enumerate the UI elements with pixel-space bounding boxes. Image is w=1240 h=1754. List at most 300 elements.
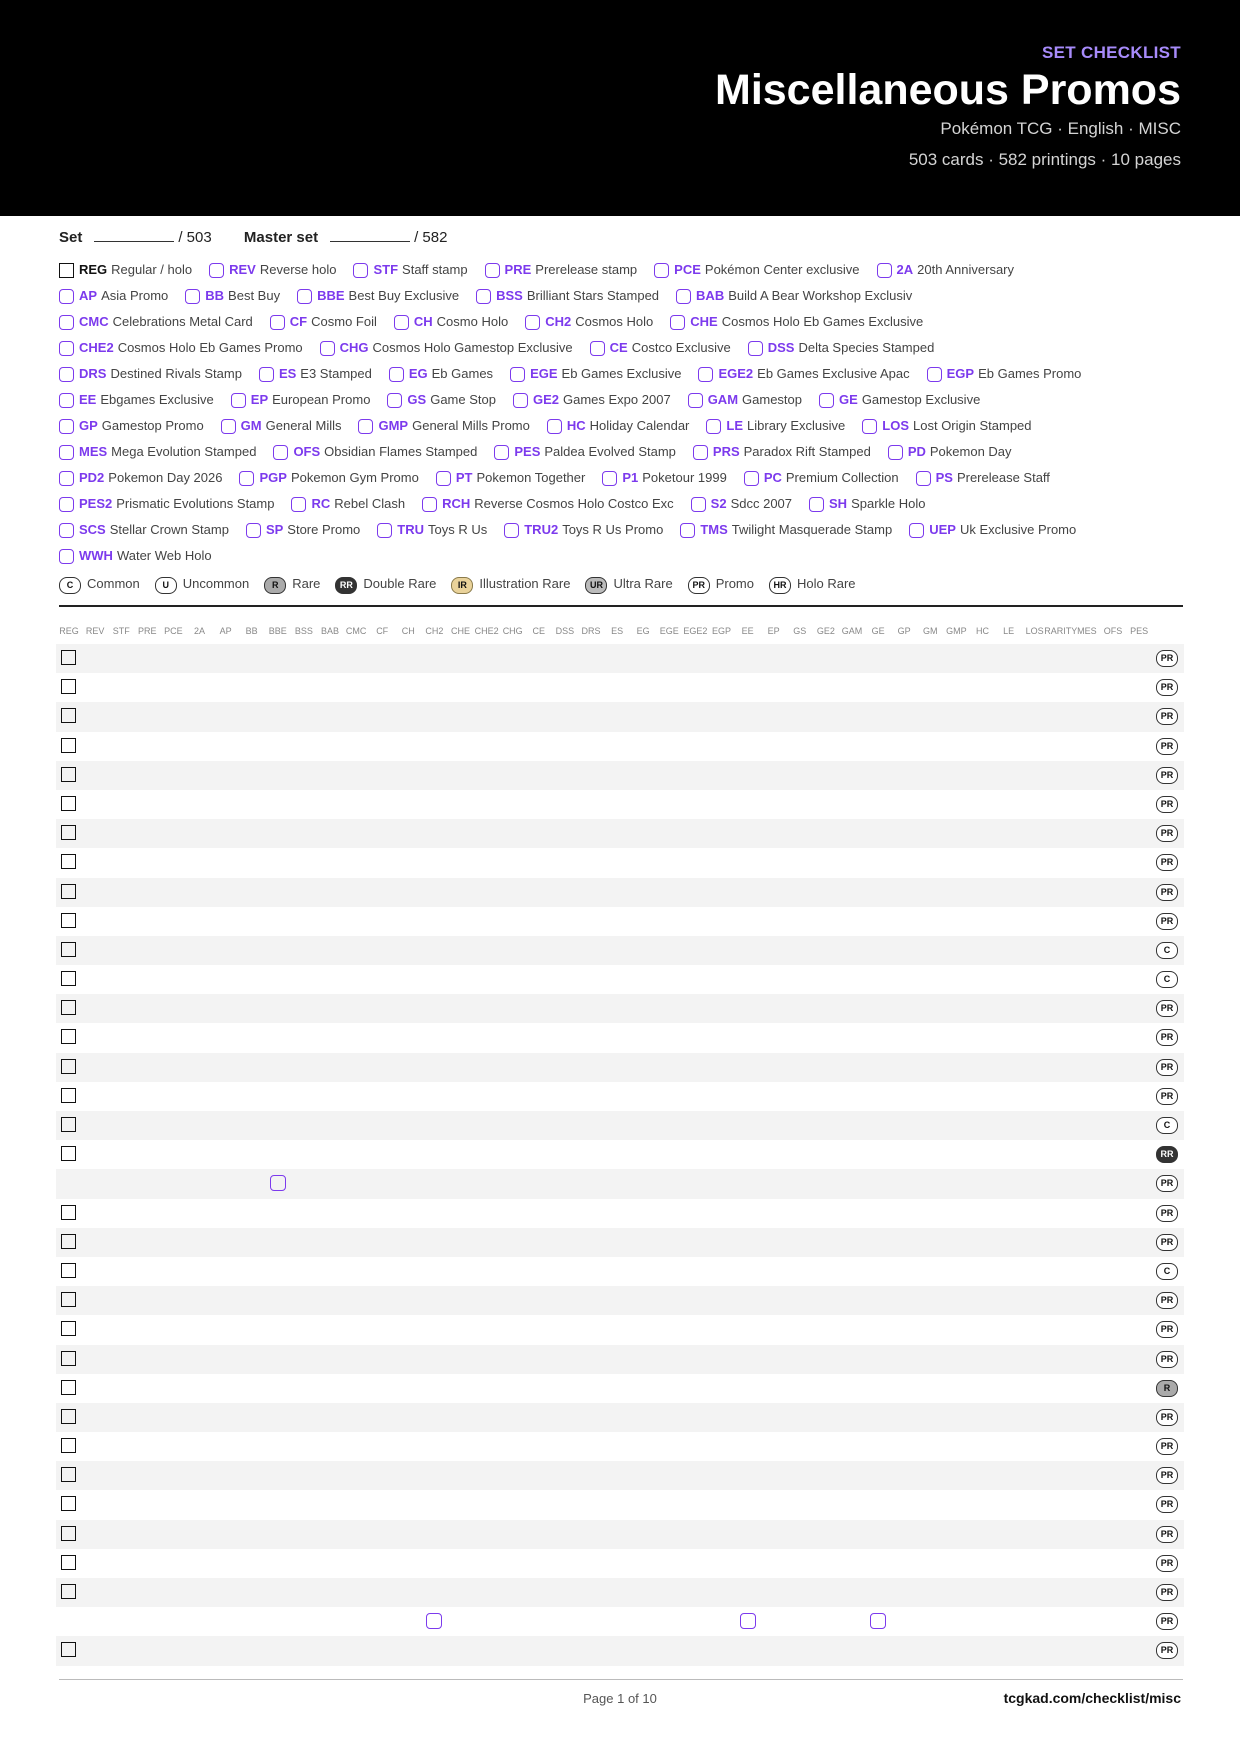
checkbox-icon[interactable] bbox=[909, 523, 924, 538]
reg-checkbox[interactable] bbox=[61, 971, 76, 986]
rarity-badge: PR bbox=[1156, 679, 1178, 696]
checkbox-icon[interactable] bbox=[320, 341, 335, 356]
checkbox-icon[interactable] bbox=[59, 341, 74, 356]
variant-code: GE bbox=[839, 392, 858, 407]
checkbox-icon[interactable] bbox=[59, 367, 74, 382]
variant-label: E3 Stamped bbox=[300, 366, 372, 381]
legend-item-pce bbox=[654, 261, 859, 279]
column-header: STF bbox=[112, 626, 130, 636]
reg-checkbox[interactable] bbox=[61, 1467, 76, 1482]
variant-code: UEP bbox=[929, 522, 956, 537]
rarity-item-rr bbox=[335, 574, 436, 594]
checkbox-icon[interactable] bbox=[485, 263, 500, 278]
legend-item-cf bbox=[270, 313, 377, 331]
rarity-badge: U bbox=[155, 577, 177, 594]
variant-label: Lost Origin Stamped bbox=[913, 418, 1032, 433]
checklist-table bbox=[56, 644, 1184, 1666]
variant-code: GE2 bbox=[532, 392, 559, 407]
variant-code: EGE bbox=[530, 366, 558, 381]
rarity-legend bbox=[59, 574, 871, 594]
variant-code: PD2 bbox=[79, 470, 105, 485]
variant-code: PS bbox=[935, 470, 953, 485]
reg-checkbox[interactable] bbox=[61, 854, 76, 869]
checkbox-icon[interactable] bbox=[394, 315, 409, 330]
rarity-badge: PR bbox=[1156, 884, 1178, 901]
table-row bbox=[56, 1169, 1184, 1198]
rarity-badge: PR bbox=[1156, 913, 1178, 930]
table-row bbox=[56, 644, 1184, 673]
legend-item-p1 bbox=[602, 469, 726, 487]
variant-code: HC bbox=[566, 418, 586, 433]
column-header: EGP bbox=[711, 626, 732, 636]
variant-label: 20th Anniversary bbox=[917, 262, 1015, 277]
checkbox-icon[interactable] bbox=[819, 393, 834, 408]
checkbox-icon[interactable] bbox=[59, 393, 74, 408]
set-total: / 503 bbox=[178, 229, 212, 246]
rarity-badge: PR bbox=[1156, 1496, 1178, 1513]
column-header: CH2 bbox=[425, 626, 444, 636]
checkbox-icon[interactable] bbox=[513, 393, 528, 408]
rarity-label: Double Rare bbox=[363, 576, 437, 591]
column-header: GM bbox=[923, 626, 938, 636]
reg-checkbox[interactable] bbox=[61, 913, 76, 928]
reg-checkbox[interactable] bbox=[61, 1555, 76, 1570]
variant-label: Ebgames Exclusive bbox=[100, 392, 214, 407]
table-row bbox=[56, 1053, 1184, 1082]
checkbox-icon[interactable] bbox=[590, 341, 605, 356]
table-row bbox=[56, 790, 1184, 819]
rarity-badge: PR bbox=[1156, 1555, 1178, 1572]
checkbox-icon[interactable] bbox=[59, 419, 74, 434]
column-header: 2A bbox=[193, 626, 206, 636]
column-header: EGE2 bbox=[683, 626, 708, 636]
master-total: / 582 bbox=[414, 229, 448, 246]
variant-code: PCE bbox=[674, 262, 701, 277]
checkbox-icon[interactable] bbox=[291, 497, 306, 512]
legend-item-ege2 bbox=[698, 365, 909, 383]
rarity-item-ir bbox=[451, 574, 570, 594]
variant-code: SCS bbox=[79, 522, 106, 537]
checkbox-icon[interactable] bbox=[270, 315, 285, 330]
column-header: REV bbox=[85, 626, 105, 636]
set-count-blank[interactable] bbox=[94, 229, 174, 242]
legend-item-dss bbox=[748, 339, 935, 357]
column-header: GMP bbox=[946, 626, 967, 636]
table-row bbox=[56, 819, 1184, 848]
table-row bbox=[56, 1111, 1184, 1140]
variant-code: SH bbox=[829, 496, 848, 511]
rarity-badge: UR bbox=[585, 577, 607, 594]
rarity-item-ur bbox=[585, 574, 672, 594]
variant-code: GS bbox=[407, 392, 427, 407]
variant-code: CE bbox=[609, 340, 628, 355]
checkbox-icon[interactable] bbox=[547, 419, 562, 434]
reg-checkbox[interactable] bbox=[61, 1526, 76, 1541]
legend-item-stf bbox=[353, 261, 467, 279]
checkbox-icon[interactable] bbox=[680, 523, 695, 538]
rarity-badge: PR bbox=[1156, 1088, 1178, 1105]
checkbox-icon[interactable] bbox=[246, 523, 261, 538]
rarity-label: Rare bbox=[292, 576, 321, 591]
variant-checkbox-ch2[interactable] bbox=[426, 1613, 442, 1629]
variant-code: EG bbox=[408, 366, 428, 381]
column-header: HC bbox=[976, 626, 989, 636]
legend-item-rch bbox=[422, 495, 674, 513]
variant-code: EGE2 bbox=[718, 366, 754, 381]
reg-checkbox[interactable] bbox=[61, 825, 76, 840]
legend-item-reg bbox=[59, 261, 192, 279]
legend-item-pt bbox=[436, 469, 586, 487]
column-header: BB bbox=[245, 626, 258, 636]
rarity-badge: PR bbox=[1156, 1234, 1178, 1251]
reg-checkbox[interactable] bbox=[61, 1380, 76, 1395]
variant-code: LOS bbox=[882, 418, 910, 433]
checkbox-icon[interactable] bbox=[259, 367, 274, 382]
table-row bbox=[56, 1199, 1184, 1228]
legend-item-gs bbox=[387, 391, 496, 409]
variant-label: European Promo bbox=[272, 392, 371, 407]
reg-checkbox[interactable] bbox=[61, 1000, 76, 1015]
variant-label: Holiday Calendar bbox=[589, 418, 690, 433]
variant-label: Sparkle Holo bbox=[851, 496, 926, 511]
header-kicker: SET CHECKLIST bbox=[1042, 43, 1181, 62]
legend-row bbox=[59, 391, 1189, 417]
checkbox-icon[interactable] bbox=[693, 445, 708, 460]
rarity-badge: PR bbox=[1156, 650, 1178, 667]
variant-label: Prerelease stamp bbox=[535, 262, 638, 277]
rarity-label: Promo bbox=[715, 576, 754, 591]
variant-code: EGP bbox=[946, 366, 975, 381]
variant-code: PC bbox=[763, 470, 782, 485]
column-header: BBE bbox=[268, 626, 287, 636]
legend-row bbox=[59, 261, 1189, 287]
checkbox-icon[interactable] bbox=[59, 289, 74, 304]
rarity-badge: PR bbox=[1156, 1642, 1178, 1659]
set-label: Set bbox=[59, 229, 83, 246]
reg-checkbox[interactable] bbox=[61, 1409, 76, 1424]
checkbox-icon[interactable] bbox=[706, 419, 721, 434]
variant-checkbox-ee[interactable] bbox=[740, 1613, 756, 1629]
rarity-badge: PR bbox=[1156, 854, 1178, 871]
header-subtitle: Pokémon TCG · English · MISC bbox=[940, 119, 1181, 138]
checkbox-icon[interactable] bbox=[59, 263, 74, 278]
column-header: DSS bbox=[555, 626, 575, 636]
checkbox-icon[interactable] bbox=[602, 471, 617, 486]
checkbox-icon[interactable] bbox=[221, 419, 236, 434]
table-row bbox=[56, 848, 1184, 877]
master-count-blank[interactable] bbox=[330, 229, 410, 242]
reg-checkbox[interactable] bbox=[61, 679, 76, 694]
variant-label: Best Buy Exclusive bbox=[348, 288, 460, 303]
column-header: BSS bbox=[294, 626, 313, 636]
legend-row bbox=[59, 313, 1189, 339]
checkbox-icon[interactable] bbox=[691, 497, 706, 512]
checkbox-icon[interactable] bbox=[888, 445, 903, 460]
reg-checkbox[interactable] bbox=[61, 1584, 76, 1599]
variant-label: Sdcc 2007 bbox=[730, 496, 793, 511]
rarity-badge: C bbox=[1156, 1117, 1178, 1134]
rarity-badge: PR bbox=[1156, 1059, 1178, 1076]
checkbox-icon[interactable] bbox=[231, 393, 246, 408]
legend-item-s2 bbox=[691, 495, 792, 513]
variant-label: Cosmos Holo bbox=[575, 314, 654, 329]
variant-checkbox-bbe[interactable] bbox=[270, 1175, 286, 1191]
legend-item-pc bbox=[744, 469, 899, 487]
checkbox-icon[interactable] bbox=[927, 367, 942, 382]
checkbox-icon[interactable] bbox=[59, 523, 74, 538]
variant-code: EE bbox=[79, 392, 97, 407]
column-header: LOS bbox=[1025, 626, 1044, 636]
variant-label: Gamestop Exclusive bbox=[861, 392, 981, 407]
variant-code: BBE bbox=[317, 288, 345, 303]
rarity-badge: PR bbox=[1156, 1438, 1178, 1455]
variant-code: PES2 bbox=[79, 496, 113, 511]
legend-item-ee bbox=[59, 391, 214, 409]
checkbox-icon[interactable] bbox=[59, 445, 74, 460]
checkbox-icon[interactable] bbox=[297, 289, 312, 304]
table-row bbox=[56, 1140, 1184, 1169]
variant-label: Reverse Cosmos Holo Costco Exc bbox=[474, 496, 674, 511]
variant-code: BAB bbox=[696, 288, 725, 303]
rarity-badge: PR bbox=[1156, 1351, 1178, 1368]
page-title: Miscellaneous Promos bbox=[715, 66, 1181, 114]
checkbox-icon[interactable] bbox=[59, 315, 74, 330]
reg-checkbox[interactable] bbox=[61, 884, 76, 899]
checkbox-icon[interactable] bbox=[387, 393, 402, 408]
checkbox-icon[interactable] bbox=[353, 263, 368, 278]
table-row bbox=[56, 1490, 1184, 1519]
checkbox-icon[interactable] bbox=[185, 289, 200, 304]
column-header: CE bbox=[532, 626, 546, 636]
legend-item-egp bbox=[927, 365, 1082, 383]
checkbox-icon[interactable] bbox=[877, 263, 892, 278]
variant-checkbox-ge[interactable] bbox=[870, 1613, 886, 1629]
legend-item-ge bbox=[819, 391, 980, 409]
header-counts: 503 cards · 582 printings · 10 pages bbox=[908, 150, 1181, 169]
reg-checkbox[interactable] bbox=[61, 1351, 76, 1366]
variant-label: Regular / holo bbox=[111, 262, 193, 277]
variant-code: ES bbox=[278, 366, 297, 381]
checkbox-icon[interactable] bbox=[504, 523, 519, 538]
checkbox-icon[interactable] bbox=[358, 419, 373, 434]
reg-checkbox[interactable] bbox=[61, 1292, 76, 1307]
checkbox-icon[interactable] bbox=[59, 497, 74, 512]
checkbox-icon[interactable] bbox=[377, 523, 392, 538]
rarity-badge: PR bbox=[1156, 1526, 1178, 1543]
variant-code: CHG bbox=[339, 340, 369, 355]
variant-code: CMC bbox=[79, 314, 109, 329]
table-row bbox=[56, 702, 1184, 731]
rarity-badge: PR bbox=[1156, 1205, 1178, 1222]
rarity-badge: C bbox=[59, 577, 81, 594]
variant-code: P1 bbox=[622, 470, 639, 485]
variant-code: WWH bbox=[79, 548, 113, 563]
checkbox-icon[interactable] bbox=[422, 497, 437, 512]
checkbox-icon[interactable] bbox=[698, 367, 713, 382]
variant-code: CH bbox=[413, 314, 433, 329]
rarity-badge: RR bbox=[335, 577, 357, 594]
column-header: EG bbox=[636, 626, 650, 636]
variant-label: Mega Evolution Stamped bbox=[111, 444, 257, 459]
checkbox-icon[interactable] bbox=[688, 393, 703, 408]
checkbox-icon[interactable] bbox=[239, 471, 254, 486]
legend-item-bb bbox=[185, 287, 280, 305]
variant-label: Cosmo Holo bbox=[436, 314, 509, 329]
reg-checkbox[interactable] bbox=[61, 1642, 76, 1657]
rarity-label: Holo Rare bbox=[797, 576, 856, 591]
legend-item-hc bbox=[547, 417, 690, 435]
reg-checkbox[interactable] bbox=[61, 1321, 76, 1336]
legend-item-gmp bbox=[358, 417, 529, 435]
table-row bbox=[56, 936, 1184, 965]
rarity-badge: PR bbox=[1156, 1175, 1178, 1192]
rarity-badge: PR bbox=[1156, 1292, 1178, 1309]
checkbox-icon[interactable] bbox=[862, 419, 877, 434]
table-row bbox=[56, 1374, 1184, 1403]
checkbox-icon[interactable] bbox=[436, 471, 451, 486]
checkbox-icon[interactable] bbox=[59, 471, 74, 486]
legend-item-bab bbox=[676, 287, 912, 305]
variant-code: PD bbox=[907, 444, 926, 459]
reg-checkbox[interactable] bbox=[61, 1059, 76, 1074]
column-header: PCE bbox=[164, 626, 183, 636]
reg-checkbox[interactable] bbox=[61, 650, 76, 665]
variant-code: RC bbox=[311, 496, 331, 511]
table-row bbox=[56, 1549, 1184, 1578]
checkbox-icon[interactable] bbox=[510, 367, 525, 382]
checkbox-icon[interactable] bbox=[748, 341, 763, 356]
column-header: PES bbox=[1130, 626, 1149, 636]
rarity-badge: C bbox=[1156, 971, 1178, 988]
checkbox-icon[interactable] bbox=[670, 315, 685, 330]
variant-label: Eb Games bbox=[431, 366, 494, 381]
variant-code: REV bbox=[229, 262, 256, 277]
legend-item-gam bbox=[688, 391, 802, 409]
reg-checkbox[interactable] bbox=[61, 1438, 76, 1453]
checkbox-icon[interactable] bbox=[476, 289, 491, 304]
table-row bbox=[56, 965, 1184, 994]
legend-item-pes2 bbox=[59, 495, 274, 513]
variant-label: Eb Games Exclusive bbox=[561, 366, 682, 381]
variant-label: Cosmos Holo Gamestop Exclusive bbox=[372, 340, 573, 355]
reg-checkbox[interactable] bbox=[61, 1146, 76, 1161]
master-label: Master set bbox=[243, 229, 319, 246]
legend-item-ege bbox=[510, 365, 681, 383]
checkbox-icon[interactable] bbox=[494, 445, 509, 460]
variant-code: GM bbox=[240, 418, 262, 433]
column-header: CMC bbox=[345, 626, 367, 636]
variant-code: CF bbox=[289, 314, 308, 329]
rarity-item-pr bbox=[688, 574, 754, 594]
checkbox-icon[interactable] bbox=[273, 445, 288, 460]
variant-label: Cosmos Holo Eb Games Exclusive bbox=[721, 314, 924, 329]
variant-label: Poketour 1999 bbox=[642, 470, 727, 485]
reg-checkbox[interactable] bbox=[61, 708, 76, 723]
reg-checkbox[interactable] bbox=[61, 1205, 76, 1220]
table-row bbox=[56, 1315, 1184, 1344]
legend-item-prs bbox=[693, 443, 871, 461]
rarity-label: Ultra Rare bbox=[613, 576, 673, 591]
legend-item-uep bbox=[909, 521, 1076, 539]
table-row bbox=[56, 1023, 1184, 1052]
rarity-badge: PR bbox=[1156, 1409, 1178, 1426]
reg-checkbox[interactable] bbox=[61, 738, 76, 753]
reg-checkbox[interactable] bbox=[61, 796, 76, 811]
divider bbox=[59, 605, 1183, 607]
variant-code: CH2 bbox=[545, 314, 572, 329]
variant-label: Library Exclusive bbox=[747, 418, 846, 433]
reg-checkbox[interactable] bbox=[61, 1088, 76, 1103]
legend-row bbox=[59, 417, 1189, 443]
legend-item-ap bbox=[59, 287, 168, 305]
column-header: GAM bbox=[841, 626, 863, 636]
reg-checkbox[interactable] bbox=[61, 1234, 76, 1249]
column-header: PRE bbox=[138, 626, 157, 636]
rarity-badge: PR bbox=[1156, 1613, 1178, 1630]
table-row bbox=[56, 1578, 1184, 1607]
checkbox-icon[interactable] bbox=[654, 263, 669, 278]
reg-checkbox[interactable] bbox=[61, 1263, 76, 1278]
checkbox-icon[interactable] bbox=[59, 549, 74, 564]
checkbox-icon[interactable] bbox=[525, 315, 540, 330]
rarity-badge: R bbox=[264, 577, 286, 594]
legend-item-bbe bbox=[297, 287, 459, 305]
column-header: BAB bbox=[320, 626, 340, 636]
checkbox-icon[interactable] bbox=[389, 367, 404, 382]
rarity-badge: PR bbox=[1156, 825, 1178, 842]
variant-label: Costco Exclusive bbox=[631, 340, 731, 355]
rarity-badge: R bbox=[1156, 1380, 1178, 1397]
reg-checkbox[interactable] bbox=[61, 1496, 76, 1511]
variant-label: Destined Rivals Stamp bbox=[110, 366, 242, 381]
variant-label: Eb Games Promo bbox=[978, 366, 1082, 381]
variant-code: PT bbox=[455, 470, 473, 485]
variant-label: Gamestop Promo bbox=[101, 418, 204, 433]
reg-checkbox[interactable] bbox=[61, 942, 76, 957]
legend-item-eg bbox=[389, 365, 493, 383]
checkbox-icon[interactable] bbox=[676, 289, 691, 304]
variant-label: Asia Promo bbox=[101, 288, 169, 303]
page-header bbox=[0, 0, 1240, 216]
legend-item-gp bbox=[59, 417, 204, 435]
reg-checkbox[interactable] bbox=[61, 1029, 76, 1044]
checkbox-icon[interactable] bbox=[209, 263, 224, 278]
legend-item-drs bbox=[59, 365, 242, 383]
reg-checkbox[interactable] bbox=[61, 767, 76, 782]
variant-code: GAM bbox=[707, 392, 739, 407]
variant-code: PRE bbox=[504, 262, 532, 277]
table-row bbox=[56, 1403, 1184, 1432]
column-header: REG bbox=[59, 626, 79, 636]
checkbox-icon[interactable] bbox=[744, 471, 759, 486]
variant-code: CHE bbox=[690, 314, 718, 329]
reg-checkbox[interactable] bbox=[61, 1117, 76, 1132]
table-row bbox=[56, 1461, 1184, 1490]
legend-item-bss bbox=[476, 287, 659, 305]
table-row bbox=[56, 1257, 1184, 1286]
variant-label: Cosmo Foil bbox=[311, 314, 377, 329]
rarity-label: Common bbox=[87, 576, 140, 591]
legend-item-mes bbox=[59, 443, 256, 461]
variant-code: BSS bbox=[496, 288, 523, 303]
table-row bbox=[56, 761, 1184, 790]
variant-label: General Mills Promo bbox=[412, 418, 530, 433]
variant-label: Build A Bear Workshop Exclusiv bbox=[728, 288, 913, 303]
table-row bbox=[56, 1228, 1184, 1257]
variant-label: Pokemon Day 2026 bbox=[108, 470, 223, 485]
checkbox-icon[interactable] bbox=[809, 497, 824, 512]
checkbox-icon[interactable] bbox=[916, 471, 931, 486]
